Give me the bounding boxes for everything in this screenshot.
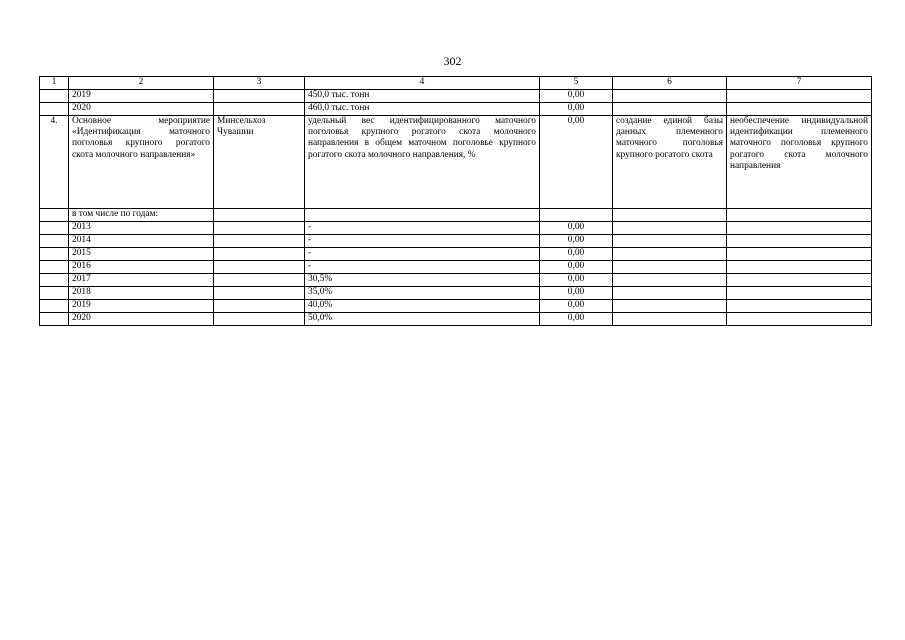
cell-year: 2015	[69, 248, 214, 261]
column-number: 2	[69, 77, 214, 90]
column-number: 7	[727, 77, 872, 90]
cell-executor	[214, 90, 305, 103]
cell-year: 2019	[69, 300, 214, 313]
cell-executor	[214, 261, 305, 274]
cell-consequence	[727, 222, 872, 235]
cell-executor	[214, 300, 305, 313]
activity-indicator: удельный вес идентифицированного маточного поголовья крупного рогатого скота молочного направления в общем маточном поголовье крупного рогатого скота молочного направления, %	[305, 116, 540, 209]
cell-result	[613, 313, 727, 326]
table-row	[40, 287, 872, 300]
cell-amount: 0,00	[540, 313, 613, 326]
empty-cell	[305, 209, 540, 222]
cell-indicator-value: -	[305, 261, 540, 274]
cell-consequence	[727, 261, 872, 274]
cell-result	[613, 287, 727, 300]
cell-consequence	[727, 300, 872, 313]
cell-amount: 0,00	[540, 222, 613, 235]
column-number: 5	[540, 77, 613, 90]
activity-amount: 0,00	[540, 116, 613, 209]
main-activity-row	[40, 116, 872, 209]
cell-indicator-value: 30,5%	[305, 274, 540, 287]
empty-cell	[40, 209, 69, 222]
cell-indicator-value: 460,0 тыс. тонн	[305, 103, 540, 116]
cell-amount: 0,00	[540, 103, 613, 116]
cell-executor	[214, 235, 305, 248]
cell-executor	[214, 287, 305, 300]
cell-result	[613, 274, 727, 287]
program-table	[39, 76, 872, 326]
empty-cell	[214, 209, 305, 222]
cell-year: 2020	[69, 313, 214, 326]
cell-number	[40, 287, 69, 300]
activity-executor: Минсельхоз Чувашии	[214, 116, 305, 209]
cell-number	[40, 90, 69, 103]
cell-amount: 0,00	[540, 261, 613, 274]
cell-consequence	[727, 274, 872, 287]
cell-consequence	[727, 103, 872, 116]
column-number: 1	[40, 77, 69, 90]
cell-number	[40, 261, 69, 274]
cell-indicator-value: -	[305, 248, 540, 261]
cell-number	[40, 300, 69, 313]
cell-year: 2017	[69, 274, 214, 287]
table-row	[40, 103, 872, 116]
column-number-row	[40, 77, 872, 90]
cell-executor	[214, 222, 305, 235]
cell-amount: 0,00	[540, 248, 613, 261]
cell-amount: 0,00	[540, 287, 613, 300]
table-row	[40, 222, 872, 235]
empty-cell	[540, 209, 613, 222]
cell-executor	[214, 248, 305, 261]
column-number: 4	[305, 77, 540, 90]
cell-result	[613, 235, 727, 248]
cell-consequence	[727, 235, 872, 248]
cell-consequence	[727, 248, 872, 261]
cell-indicator-value: -	[305, 222, 540, 235]
table-row	[40, 235, 872, 248]
cell-year: 2020	[69, 103, 214, 116]
table-row	[40, 248, 872, 261]
cell-indicator-value: 40,0%	[305, 300, 540, 313]
cell-result	[613, 248, 727, 261]
cell-indicator-value: -	[305, 235, 540, 248]
table-row	[40, 313, 872, 326]
cell-year: 2013	[69, 222, 214, 235]
cell-number	[40, 274, 69, 287]
cell-number	[40, 222, 69, 235]
cell-executor	[214, 103, 305, 116]
cell-number	[40, 235, 69, 248]
column-number: 3	[214, 77, 305, 90]
cell-result	[613, 261, 727, 274]
table-row	[40, 274, 872, 287]
cell-result	[613, 90, 727, 103]
cell-indicator-value: 450,0 тыс. тонн	[305, 90, 540, 103]
activity-consequence: необеспечение индивидуальной идентификации племенного маточного поголовья крупного рогатого скота молочного направления	[727, 116, 872, 209]
cell-year: 2019	[69, 90, 214, 103]
cell-number	[40, 313, 69, 326]
cell-result	[613, 103, 727, 116]
cell-amount: 0,00	[540, 300, 613, 313]
empty-cell	[727, 209, 872, 222]
cell-result	[613, 222, 727, 235]
cell-amount: 0,00	[540, 274, 613, 287]
cell-year: 2016	[69, 261, 214, 274]
cell-consequence	[727, 287, 872, 300]
cell-year: 2018	[69, 287, 214, 300]
cell-indicator-value: 50,0%	[305, 313, 540, 326]
cell-executor	[214, 274, 305, 287]
column-number: 6	[613, 77, 727, 90]
subheader-row	[40, 209, 872, 222]
activity-result: создание единой базы данных племенного маточного поголовья крупного рогатого скота	[613, 116, 727, 209]
cell-amount: 0,00	[540, 235, 613, 248]
table-row	[40, 90, 872, 103]
cell-consequence	[727, 313, 872, 326]
activity-number: 4.	[40, 116, 69, 209]
empty-cell	[613, 209, 727, 222]
cell-amount: 0,00	[540, 90, 613, 103]
cell-number	[40, 103, 69, 116]
cell-consequence	[727, 90, 872, 103]
table-row	[40, 300, 872, 313]
cell-number	[40, 248, 69, 261]
cell-indicator-value: 35,0%	[305, 287, 540, 300]
activity-title: Основное мероприятие «Идентификация маточного поголовья крупного рогатого скота молочного направления»	[69, 116, 214, 209]
cell-result	[613, 300, 727, 313]
page-number: 302	[443, 54, 462, 68]
cell-year: 2014	[69, 235, 214, 248]
subheader-label: в том числе по годам:	[69, 209, 214, 222]
cell-executor	[214, 313, 305, 326]
table-row	[40, 261, 872, 274]
